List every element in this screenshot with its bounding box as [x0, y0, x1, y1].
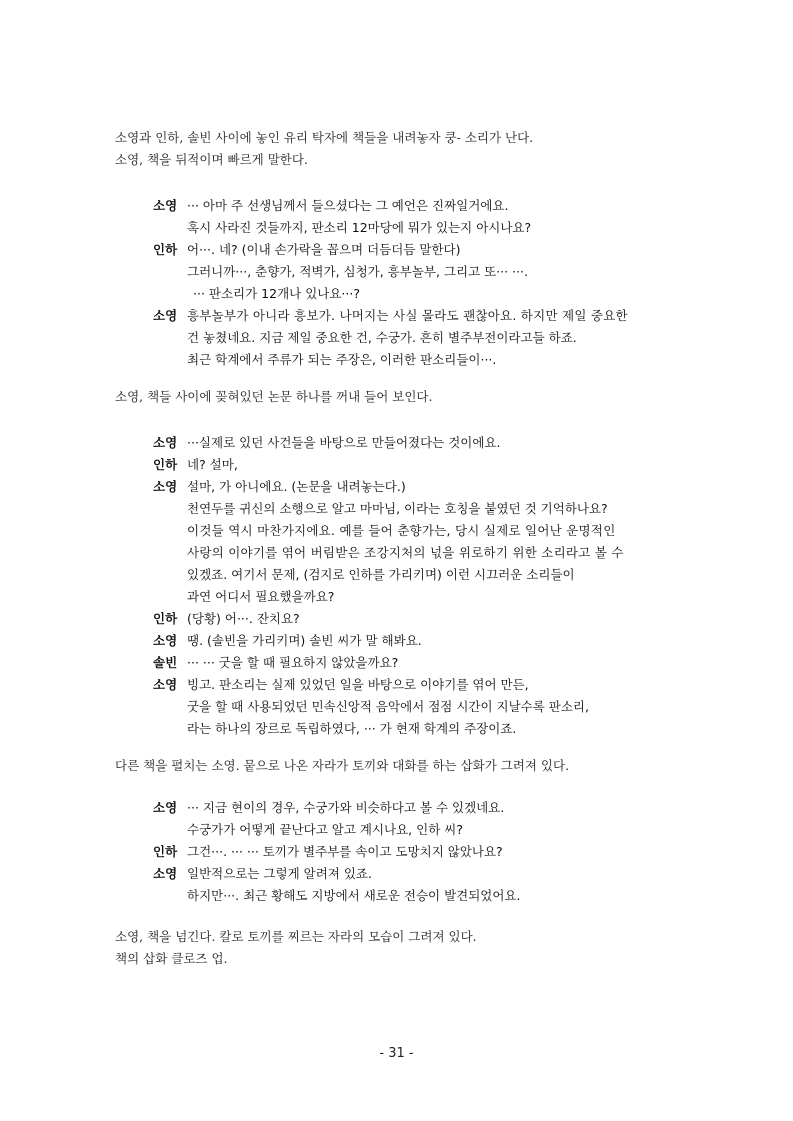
dialogue-line	[153, 476, 693, 498]
speaker-name: 소영	[153, 308, 178, 323]
speech-text: 네? 설마,	[187, 457, 238, 472]
dialogue-line	[153, 239, 693, 261]
stage-direction-1	[115, 127, 735, 171]
dialogue-line	[153, 863, 693, 885]
speech-text: 어···. 네? (이내 손가락을 꼽으며 더듬더듬 말한다)	[187, 242, 461, 257]
speech-text: 설마, 가 아니에요. (논문을 내려놓는다.)	[187, 479, 406, 494]
direction-line: 책의 삽화 클로즈 업.	[115, 951, 228, 966]
speech-text: ··· 아마 주 선생님께서 들으셨다는 그 예언은 진짜일거에요.	[187, 198, 509, 213]
dialogue-block-2	[153, 432, 693, 740]
direction-line: 소영, 책을 뒤적이며 빠르게 말한다.	[115, 152, 308, 167]
speaker-name: 인하	[153, 457, 178, 472]
speaker-name: 인하	[153, 611, 178, 626]
speaker-name: 소영	[153, 435, 178, 450]
speech-continuation: 그러니까···, 춘향가, 적벽가, 심청가, 흥부놀부, 그리고 또··· ···.	[187, 264, 528, 279]
speech-continuation: 하지만···. 최근 황해도 지방에서 새로운 전승이 발견되었어요.	[187, 888, 521, 903]
dialogue-line	[153, 630, 693, 652]
speaker-name: 소영	[153, 198, 178, 213]
direction-line: 소영, 책들 사이에 꽂혀있던 논문 하나를 꺼내 들어 보인다.	[115, 389, 433, 404]
speech-continuation: 라는 하나의 장르로 독립하였다, ··· 가 현재 학계의 주장이죠.	[187, 721, 517, 736]
speaker-name: 소영	[153, 677, 178, 692]
dialogue-line	[153, 674, 693, 696]
dialogue-block-3	[153, 797, 693, 907]
direction-line: 소영, 책을 넘긴다. 칼로 토끼를 찌르는 자라의 모습이 그려져 있다.	[115, 929, 477, 944]
speaker-name: 소영	[153, 633, 178, 648]
stage-direction-3	[115, 755, 735, 777]
speech-text: ··· 지금 현이의 경우, 수궁가와 비슷하다고 볼 수 있겠네요.	[187, 800, 505, 815]
speech-text: ··· ··· 굿을 할 때 필요하지 않았을까요?	[187, 655, 399, 670]
direction-line: 다른 책을 펼치는 소영. 뭍으로 나온 자라가 토끼와 대화를 하는 삽화가 그려져 있다.	[115, 758, 570, 773]
speech-continuation: 있겠죠. 여기서 문제, (검지로 인하를 가리키며) 이런 시끄러운 소리들이	[187, 567, 575, 582]
page-number: - 31 -	[379, 1046, 414, 1061]
speech-continuation: 최근 학계에서 주류가 되는 주장은, 이러한 판소리들이···.	[187, 352, 497, 367]
speaker-name: 솔빈	[153, 655, 178, 670]
speech-continuation: 굿을 할 때 사용되었던 민속신앙적 음악에서 점점 시간이 지날수록 판소리,	[187, 699, 589, 714]
speaker-name: 소영	[153, 866, 178, 881]
dialogue-line	[153, 195, 693, 217]
speaker-name: 소영	[153, 800, 178, 815]
speech-continuation: 사랑의 이야기를 엮어 버림받은 조강지처의 넋을 위로하기 위한 소리라고 볼 수	[187, 545, 624, 560]
speech-text: 흥부놀부가 아니라 흥보가. 나머지는 사실 몰라도 괜찮아요. 하지만 제일 중요한	[187, 308, 628, 323]
dialogue-line	[153, 608, 693, 630]
speech-text: (당황) 어···. 잔치요?	[187, 611, 300, 626]
speech-continuation: ··· 판소리가 12개나 있나요···?	[193, 286, 360, 301]
speech-continuation: 이것들 역시 마찬가지에요. 예를 들어 춘향가는, 당시 실제로 일어난 운명적인	[187, 523, 616, 538]
speech-continuation: 과연 어디서 필요했을까요?	[187, 589, 335, 604]
direction-line: 소영과 인하, 솔빈 사이에 놓인 유리 탁자에 책들을 내려놓자 쿵- 소리가 난다.	[115, 130, 534, 145]
speech-text: 일반적으로는 그렇게 알려져 있죠.	[187, 866, 372, 881]
dialogue-block-1	[153, 195, 693, 371]
speech-continuation: 천연두를 귀신의 소행으로 알고 마마님, 이라는 호칭을 붙였던 것 기억하나요?	[187, 501, 608, 516]
speech-continuation: 혹시 사라진 것들까지, 판소리 12마당에 뭐가 있는지 아시나요?	[187, 220, 532, 235]
speaker-name: 인하	[153, 844, 178, 859]
speech-text: 그건···. ··· ··· 토끼가 별주부를 속이고 도망치지 않았나요?	[187, 844, 503, 859]
dialogue-line	[153, 432, 693, 454]
speech-text: 땡. (솔빈을 가리키며) 솔빈 씨가 말 해봐요.	[187, 633, 422, 648]
speech-text: ···실제로 있던 사건들을 바탕으로 만들어졌다는 것이에요.	[187, 435, 501, 450]
speech-continuation: 건 놓쳤네요. 지금 제일 중요한 건, 수궁가. 흔히 별주부전이라고들 하죠.	[187, 330, 577, 345]
stage-direction-4	[115, 926, 735, 970]
stage-direction-2	[115, 386, 735, 408]
speaker-name: 소영	[153, 479, 178, 494]
dialogue-line	[153, 652, 693, 674]
dialogue-line	[153, 797, 693, 819]
dialogue-line	[153, 841, 693, 863]
dialogue-line	[153, 305, 693, 327]
speech-text: 빙고. 판소리는 실제 있었던 일을 바탕으로 이야기를 엮어 만든,	[187, 677, 529, 692]
dialogue-line	[153, 454, 693, 476]
speech-continuation: 수궁가가 어떻게 끝난다고 알고 계시나요, 인하 씨?	[187, 822, 463, 837]
speaker-name: 인하	[153, 242, 178, 257]
